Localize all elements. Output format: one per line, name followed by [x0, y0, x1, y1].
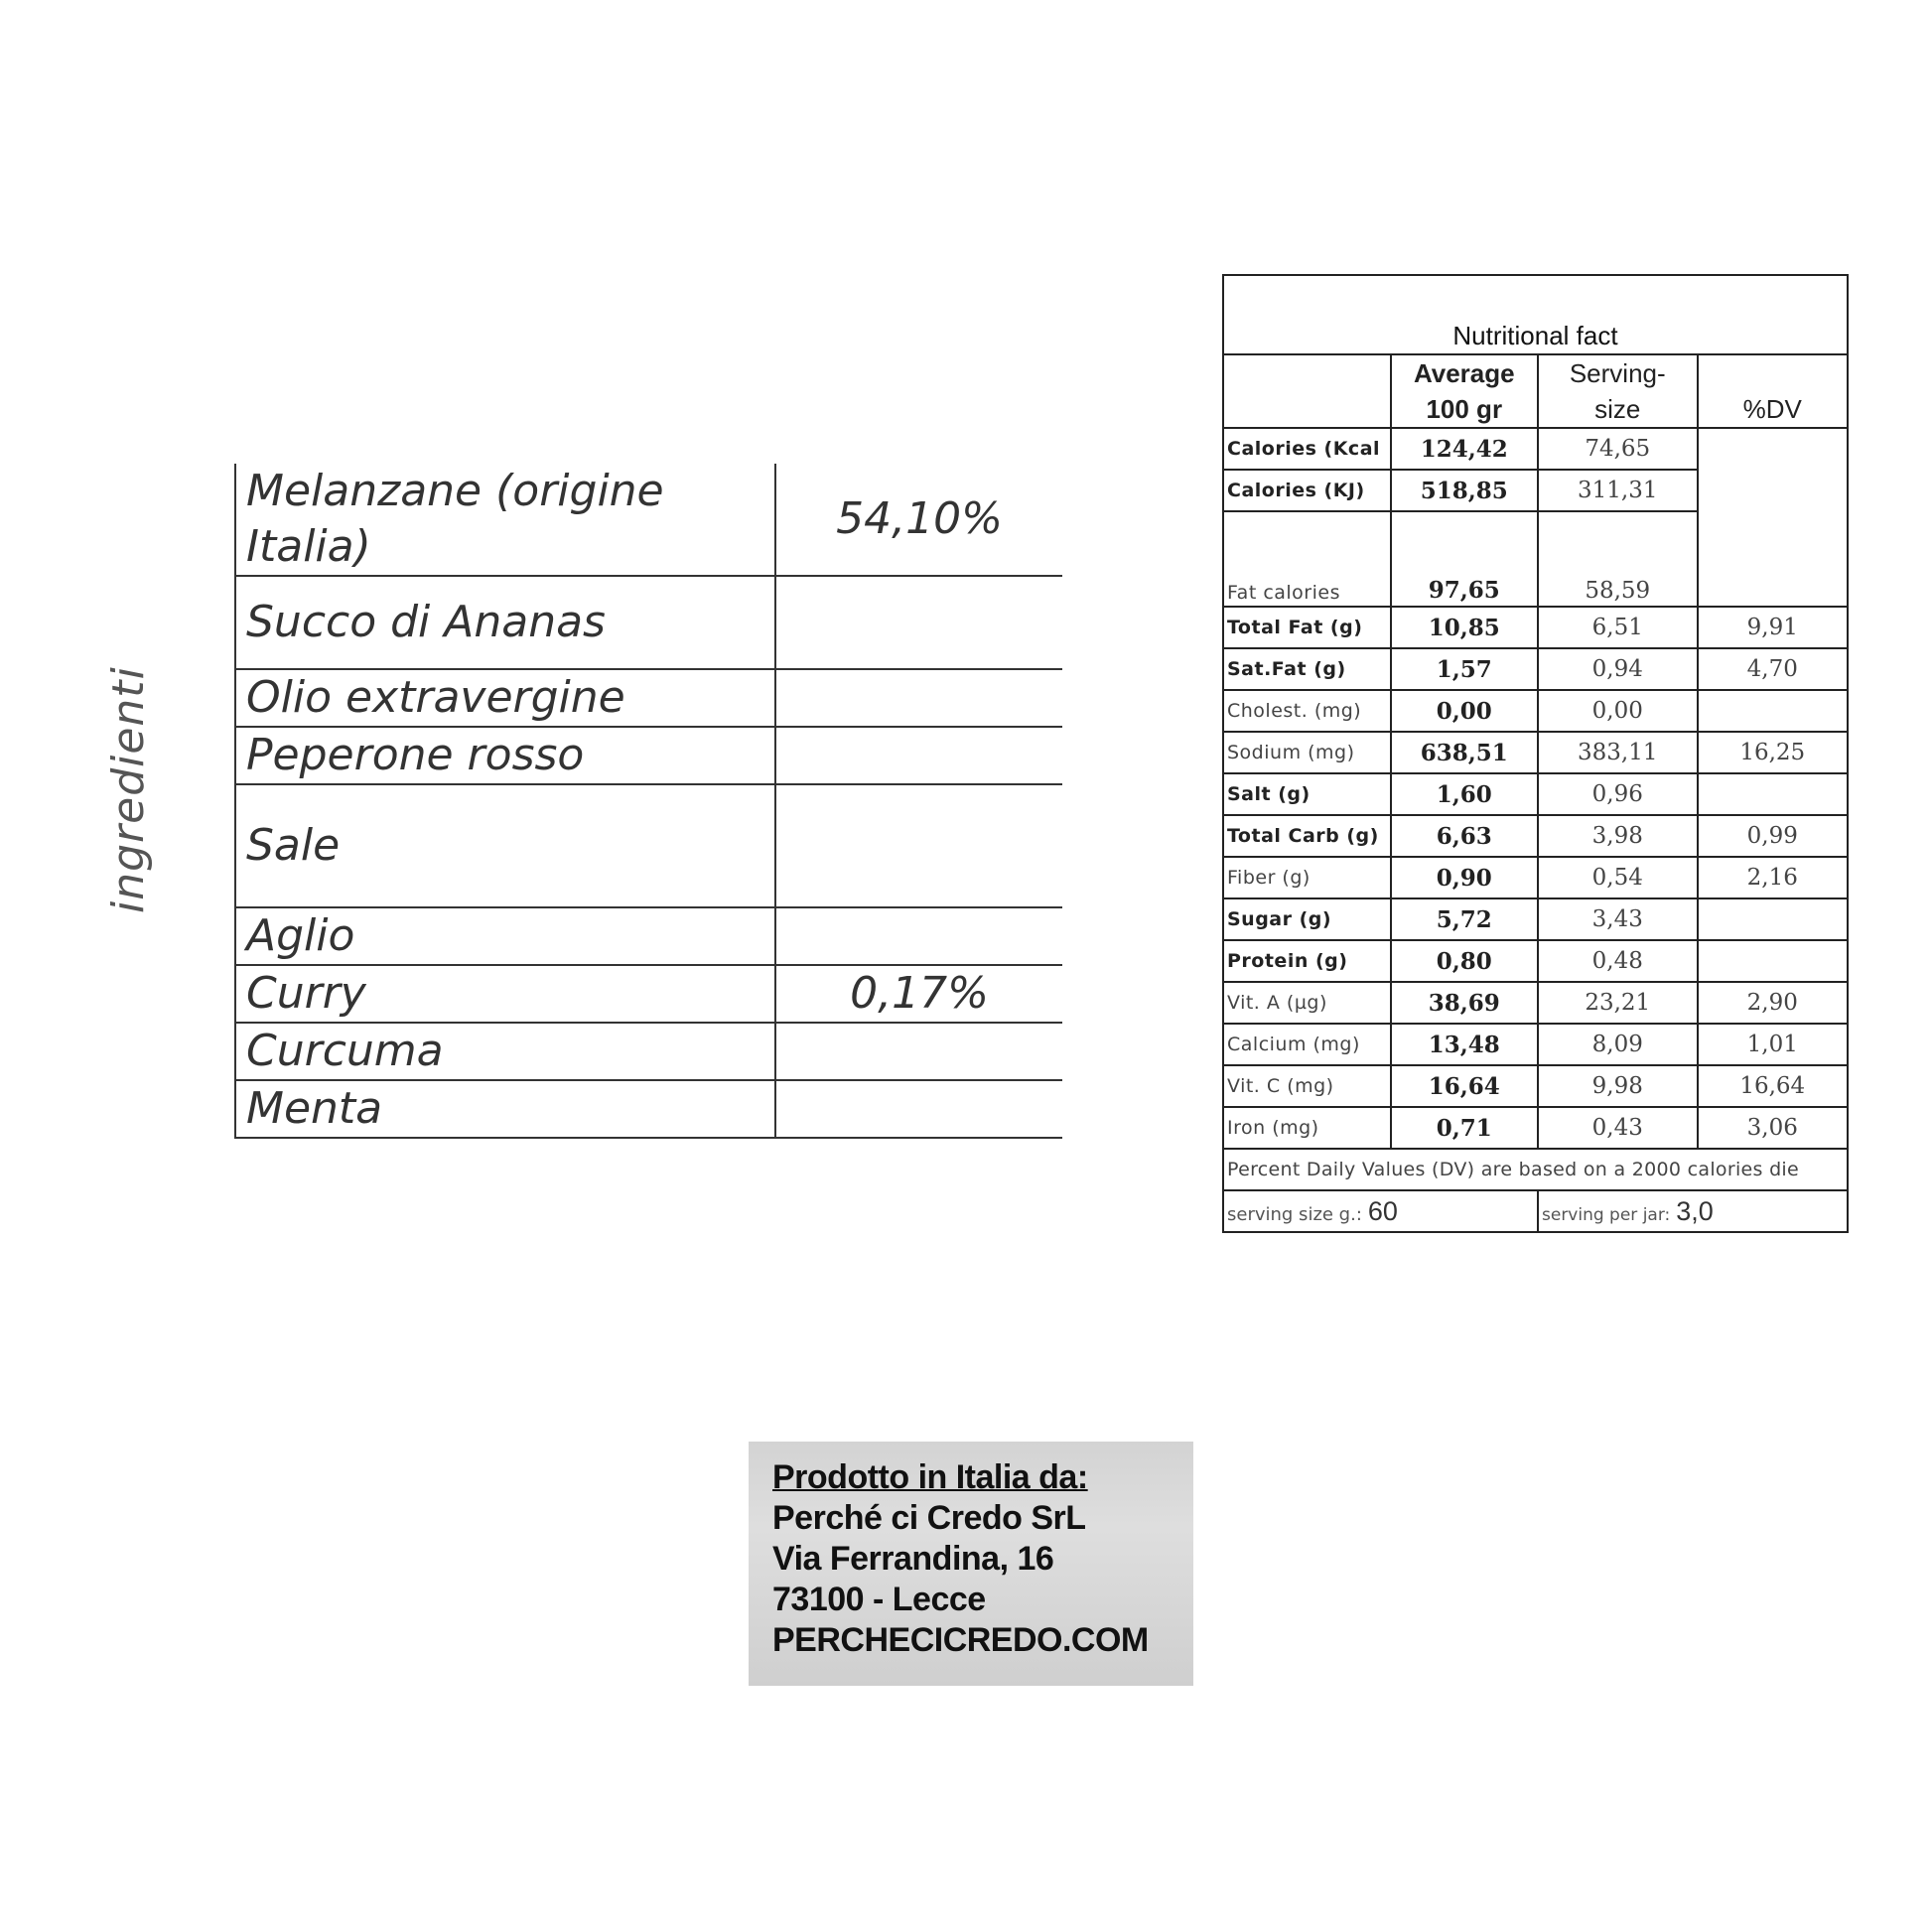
ingredient-percent	[775, 1080, 1062, 1138]
ingredient-name: Peperone rosso	[235, 727, 775, 784]
ingredient-percent	[775, 907, 1062, 965]
serving-size-label: serving size g.:	[1227, 1203, 1362, 1225]
ingredient-name: Menta	[235, 1080, 775, 1138]
nutrient-dv	[1698, 940, 1849, 982]
header-average-line1: Average	[1413, 358, 1515, 388]
nutrient-avg: 13,48	[1391, 1024, 1538, 1065]
nutrition-title: Nutritional fact	[1223, 275, 1848, 354]
nutrient-dv: 2,16	[1698, 857, 1849, 898]
header-empty	[1223, 354, 1391, 428]
nutrient-serving: 3,43	[1538, 898, 1698, 940]
nutrient-dv	[1698, 773, 1849, 815]
ingredient-percent	[775, 669, 1062, 727]
producer-website: PERCHECICREDO.COM	[772, 1621, 1149, 1659]
nutrient-label: Vit. A (µg)	[1223, 982, 1391, 1024]
nutrient-avg: 124,42	[1391, 428, 1538, 470]
producer-street: Via Ferrandina, 16	[772, 1540, 1054, 1578]
nutrient-label: Calories (Kcal	[1223, 428, 1391, 470]
producer-city: 73100 - Lecce	[772, 1581, 986, 1618]
nutrient-label: Total Carb (g)	[1223, 815, 1391, 857]
nutrient-avg: 6,63	[1391, 815, 1538, 857]
nutrient-dv: 1,01	[1698, 1024, 1849, 1065]
nutrient-label: Fat calories	[1223, 511, 1391, 607]
nutrient-avg: 1,57	[1391, 648, 1538, 690]
header-serving-line2: size	[1594, 394, 1641, 424]
ingredient-row	[235, 1023, 1062, 1080]
ingredient-name: Curcuma	[235, 1023, 775, 1080]
serving-per-jar-cell	[1538, 1190, 1848, 1232]
serving-size-cell	[1223, 1190, 1538, 1232]
ingredient-percent	[775, 1023, 1062, 1080]
nutrition-row	[1223, 732, 1848, 773]
nutrient-dv: 16,64	[1698, 1065, 1849, 1107]
nutrient-label: Salt (g)	[1223, 773, 1391, 815]
nutrient-serving: 311,31	[1538, 470, 1698, 511]
producer-company: Perché ci Credo SrL	[772, 1499, 1086, 1537]
nutrient-serving: 3,98	[1538, 815, 1698, 857]
nutrient-dv: 16,25	[1698, 732, 1849, 773]
serving-per-jar-value: 3,0	[1676, 1195, 1714, 1226]
nutrition-row	[1223, 773, 1848, 815]
dv-note: Percent Daily Values (DV) are based on a 2000 calories die	[1223, 1149, 1848, 1190]
nutrient-serving: 58,59	[1538, 511, 1698, 607]
nutrient-label: Sodium (mg)	[1223, 732, 1391, 773]
ingredient-percent	[775, 576, 1062, 669]
nutrition-row	[1223, 857, 1848, 898]
nutrient-avg: 0,00	[1391, 690, 1538, 732]
nutrient-serving: 74,65	[1538, 428, 1698, 470]
ingredient-row	[235, 965, 1062, 1023]
ingredient-row	[235, 464, 1062, 576]
nutrient-serving: 6,51	[1538, 607, 1698, 648]
nutrition-row	[1223, 648, 1848, 690]
nutrient-dv: 2,90	[1698, 982, 1849, 1024]
nutrient-serving: 0,00	[1538, 690, 1698, 732]
nutrient-dv	[1698, 898, 1849, 940]
nutrient-label: Total Fat (g)	[1223, 607, 1391, 648]
ingredient-percent	[775, 727, 1062, 784]
header-average	[1391, 354, 1538, 428]
ingredient-row	[235, 669, 1062, 727]
ingredient-percent	[775, 784, 1062, 907]
nutrient-avg: 638,51	[1391, 732, 1538, 773]
nutrition-row	[1223, 815, 1848, 857]
ingredient-name: Sale	[235, 784, 775, 907]
nutrient-avg: 0,71	[1391, 1107, 1538, 1149]
nutrient-avg: 1,60	[1391, 773, 1538, 815]
ingredient-name: Melanzane (origine Italia)	[235, 464, 775, 576]
nutrient-dv: 0,99	[1698, 815, 1849, 857]
nutrient-serving: 9,98	[1538, 1065, 1698, 1107]
ingredients-side-label: ingredienti	[103, 666, 154, 913]
nutrient-dv	[1698, 690, 1849, 732]
nutrient-label: Fiber (g)	[1223, 857, 1391, 898]
nutrient-label: Iron (mg)	[1223, 1107, 1391, 1149]
ingredient-name: Curry	[235, 965, 775, 1023]
ingredient-row	[235, 1080, 1062, 1138]
nutrient-dv: 9,91	[1698, 607, 1849, 648]
nutrition-header-row	[1223, 354, 1848, 428]
nutrient-label: Vit. C (mg)	[1223, 1065, 1391, 1107]
nutrient-avg: 5,72	[1391, 898, 1538, 940]
ingredient-name: Olio extravergine	[235, 669, 775, 727]
serving-size-value: 60	[1367, 1195, 1398, 1226]
nutrient-serving: 0,94	[1538, 648, 1698, 690]
ingredient-percent: 0,17%	[775, 965, 1062, 1023]
nutrition-row	[1223, 1024, 1848, 1065]
nutrient-avg: 10,85	[1391, 607, 1538, 648]
ingredient-row	[235, 907, 1062, 965]
nutrient-avg: 0,90	[1391, 857, 1538, 898]
serving-per-jar-label: serving per jar:	[1542, 1204, 1671, 1225]
nutrition-row	[1223, 898, 1848, 940]
header-average-line2: 100 gr	[1426, 394, 1503, 424]
header-dv: %DV	[1698, 354, 1849, 428]
nutrient-serving: 23,21	[1538, 982, 1698, 1024]
nutrition-row	[1223, 607, 1848, 648]
nutrition-row	[1223, 428, 1848, 470]
nutrient-serving: 383,11	[1538, 732, 1698, 773]
ingredient-percent: 54,10%	[775, 464, 1062, 576]
nutrient-serving: 0,48	[1538, 940, 1698, 982]
nutrient-serving: 0,96	[1538, 773, 1698, 815]
nutrient-serving: 0,54	[1538, 857, 1698, 898]
nutrient-avg: 38,69	[1391, 982, 1538, 1024]
serving-info-row	[1223, 1190, 1848, 1232]
ingredient-row	[235, 576, 1062, 669]
nutrient-avg: 16,64	[1391, 1065, 1538, 1107]
ingredients-table	[234, 464, 1062, 1139]
ingredient-name: Succo di Ananas	[235, 576, 775, 669]
nutrient-label: Sugar (g)	[1223, 898, 1391, 940]
nutrient-dv: 4,70	[1698, 648, 1849, 690]
nutrient-label: Cholest. (mg)	[1223, 690, 1391, 732]
nutrient-serving: 0,43	[1538, 1107, 1698, 1149]
nutrition-table	[1222, 274, 1849, 1233]
nutrient-dv	[1698, 428, 1849, 607]
nutrient-label: Calcium (mg)	[1223, 1024, 1391, 1065]
producer-label	[749, 1442, 1193, 1686]
nutrition-row	[1223, 982, 1848, 1024]
ingredient-name: Aglio	[235, 907, 775, 965]
nutrient-serving: 8,09	[1538, 1024, 1698, 1065]
header-serving	[1538, 354, 1698, 428]
nutrition-row	[1223, 1065, 1848, 1107]
producer-heading: Prodotto in Italia da:	[772, 1458, 1088, 1496]
nutrient-avg: 97,65	[1391, 511, 1538, 607]
nutrient-label: Calories (KJ)	[1223, 470, 1391, 511]
nutrient-label: Sat.Fat (g)	[1223, 648, 1391, 690]
ingredient-row	[235, 727, 1062, 784]
nutrition-row	[1223, 1107, 1848, 1149]
ingredient-row	[235, 784, 1062, 907]
header-serving-line1: Serving-	[1569, 358, 1666, 388]
nutrient-dv: 3,06	[1698, 1107, 1849, 1149]
nutrient-avg: 518,85	[1391, 470, 1538, 511]
nutrient-label: Protein (g)	[1223, 940, 1391, 982]
nutrition-row	[1223, 690, 1848, 732]
nutrition-row	[1223, 940, 1848, 982]
nutrient-avg: 0,80	[1391, 940, 1538, 982]
